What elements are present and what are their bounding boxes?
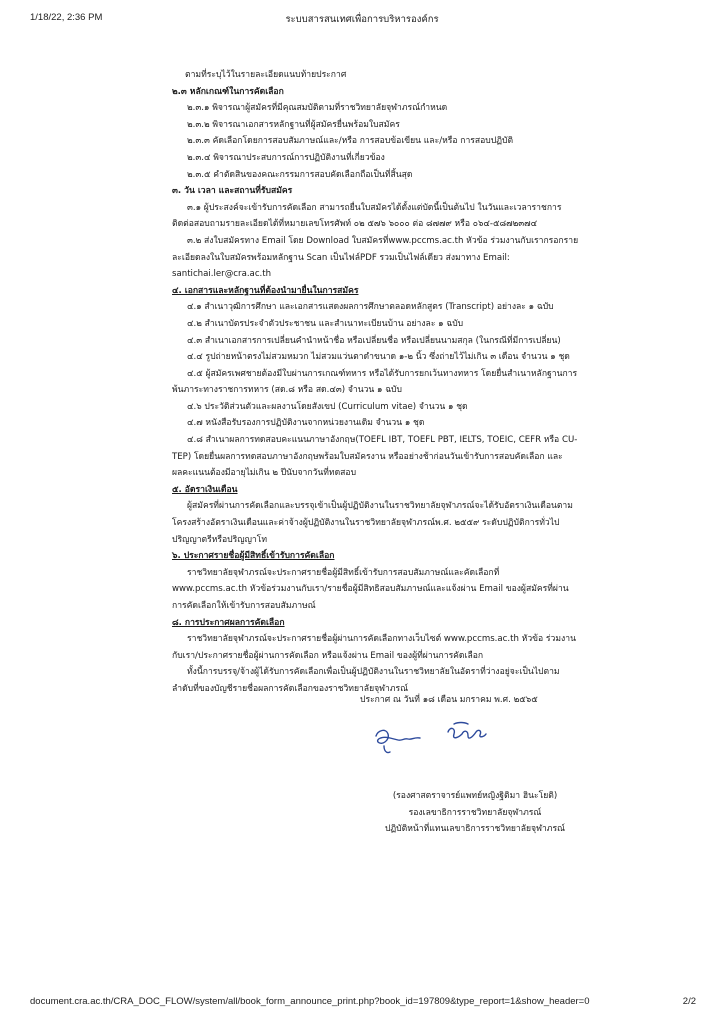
- eligible-list-line-1: ราชวิทยาลัยจุฬาภรณ์จะประกาศรายชื่อผู้มีสิทธิ์เข้ารับการสอบสัมภาษณ์และคัดเลือกที่: [187, 567, 500, 578]
- criteria-item-3: ๒.๓.๓ คัดเลือกโดยการสอบสัมภาษณ์และ/หรือ การสอบข้อเขียน และ/หรือ การสอบปฏิบัติ: [187, 136, 514, 147]
- print-url: document.cra.ac.th/CRA_DOC_FLOW/system/all/book_form_announce_print.php?book_id=197809&type_report=1&show_header=0: [30, 996, 590, 1007]
- document-item-4-5-line-2: พ้นภาระทางราชการทหาร (สด.๘ หรือ สด.๔๓) จำนวน ๑ ฉบับ: [172, 385, 402, 396]
- print-page-number: 2/2: [682, 996, 696, 1007]
- signature-stroke-3: [448, 728, 486, 738]
- signer-details: [330, 788, 620, 838]
- announcement-date: ประกาศ ณ วันที่ ๑๘ เดือน มกราคม พ.ศ. ๒๕๖๕: [360, 695, 538, 705]
- document-item-4-1: ๔.๑ สำเนาวุฒิการศึกษา และเอกสารแสดงผลการศึกษาตลอดหลักสูตร (Transcript) อย่างละ ๑ ฉบับ: [187, 302, 554, 313]
- document-item-4-6: ๔.๖ ประวัติส่วนตัวและผลงานโดยสังเขป (Curriculum vitae) จำนวน ๑ ชุด: [187, 401, 468, 412]
- section-3-heading: ๓. วัน เวลา และสถานที่รับสมัคร: [172, 186, 293, 197]
- salary-line-1: ผู้สมัครที่ผ่านการคัดเลือกและบรรจุเข้าเป็นผู้ปฏิบัติงานในราชวิทยาลัยจุฬาภรณ์จะได้รับอัตราเงินเดือนตาม: [187, 501, 573, 512]
- criteria-item-2: ๒.๓.๒ พิจารณาเอกสารหลักฐานที่ผู้สมัครยื่นพร้อมใบสมัคร: [187, 119, 400, 130]
- section-4-heading: ๔. เอกสารและหลักฐานที่ต้องนำมายื่นในการสมัคร: [172, 285, 359, 296]
- contact-email: santichai.ler@cra.ac.th: [172, 269, 272, 280]
- intro-line: ตามที่ระบุไว้ในรายละเอียดแนบท้ายประกาศ: [185, 70, 347, 80]
- signer-position: รองเลขาธิการราชวิทยาลัยจุฬาภรณ์: [408, 807, 542, 818]
- document-item-4-8-line-2: TEP) โดยยื่นผลการทดสอบภาษาอังกฤษพร้อมใบสมัครงาน หรืออย่างช้าก่อนวันเข้ารับการสอบคัดเลือก และ: [172, 451, 563, 462]
- section-5-heading: ๕. อัตราเงินเดือน: [172, 484, 238, 495]
- print-datetime: 1/18/22, 2:36 PM: [30, 12, 103, 23]
- results-line-2: กับเรา/ประกาศรายชื่อผู้ผ่านการคัดเลือก หรือแจ้งผ่าน Email ของผู้ที่ผ่านการคัดเลือก: [172, 650, 484, 661]
- print-header: [0, 12, 724, 26]
- announcement-body: [172, 67, 604, 698]
- criteria-item-4: ๒.๓.๔ พิจารณาประสบการณ์การปฏิบัติงานที่เกี่ยวข้อง: [187, 152, 385, 163]
- results-line-1: ราชวิทยาลัยจุฬาภรณ์จะประกาศรายชื่อผู้ผ่านการคัดเลือกทางเว็บไซต์ www.pccms.ac.th หัวข้อ ร่วมงาน: [187, 634, 576, 645]
- signer-acting-for: ปฏิบัติหน้าที่แทนเลขาธิการราชวิทยาลัยจุฬาภรณ์: [384, 824, 566, 835]
- document-item-4-2: ๔.๒ สำเนาบัตรประจำตัวประชาชน และสำเนาทะเบียนบ้าน อย่างละ ๑ ฉบับ: [187, 318, 464, 329]
- results-line-3: ทั้งนี้การบรรจุ/จ้างผู้ได้รับการคัดเลือกเพื่อเป็นผู้ปฏิบัติงานในราชวิทยาลัยในอัตราที่ว่างอยู่จะเป็นไปตาม: [187, 667, 560, 678]
- criteria-item-1: ๒.๓.๑ พิจารณาผู้สมัครที่มีคุณสมบัติตามที่ราชวิทยาลัยจุฬาภรณ์กำหนด: [187, 103, 448, 114]
- results-line-4: ลำดับที่ของบัญชีรายชื่อผลการคัดเลือกของราชวิทยาลัยจุฬาภรณ์: [172, 683, 409, 694]
- handwritten-signature: [368, 716, 498, 758]
- section-3-1-line-1: ๓.๑ ผู้ประสงค์จะเข้ารับการคัดเลือก สามารถยื่นใบสมัครได้ตั้งแต่บัดนี้เป็นต้นไป ในวันและเวลาราชการ: [187, 202, 562, 213]
- signature-stroke-2: [384, 746, 390, 753]
- section-3-1-line-2: ติดต่อสอบถามรายละเอียดได้ที่หมายเลขโทรศัพท์ ๐๒ ๕๗๖ ๖๐๐๐ ต่อ ๘๗๗๙ หรือ ๐๖๔-๕๘๗๒๓๗๔: [172, 219, 538, 230]
- document-item-4-7: ๔.๗ หนังสือรับรองการปฏิบัติงานจากหน่วยงานเดิม จำนวน ๑ ชุด: [187, 418, 425, 429]
- section-3-2-line-2: ละเอียดลงในใบสมัครพร้อมหลักฐาน Scan เป็นไฟล์PDF รวมเป็นไฟล์เดียว ส่งมาทาง Email:: [172, 252, 510, 263]
- criteria-item-5: ๒.๓.๕ คำตัดสินของคณะกรรมการสอบคัดเลือกถือเป็นที่สิ้นสุด: [187, 169, 413, 180]
- document-item-4-3: ๔.๓ สำเนาเอกสารการเปลี่ยนคำนำหน้าชื่อ หรือเปลี่ยนชื่อ หรือเปลี่ยนนามสกุล (ในกรณีที่มีการเปลี่ยน): [187, 335, 561, 346]
- section-2-3-heading: ๒.๓ หลักเกณฑ์ในการคัดเลือก: [172, 86, 284, 97]
- section-results-heading: ๘. การประกาศผลการคัดเลือก: [172, 617, 285, 628]
- document-item-4-8-line-1: ๔.๘ สำเนาผลการทดสอบคะแนนภาษาอังกฤษ(TOEFL IBT, TOEFL PBT, IELTS, TOEIC, CEFR หรือ CU-: [187, 435, 578, 446]
- signer-name: (รองศาสตราจารย์แพทย์หญิงฐิติมา ฮินะโยติ): [392, 791, 558, 801]
- signature-stroke-1: [376, 730, 420, 743]
- section-3-2-line-1: ๓.๒ ส่งใบสมัครทาง Email โดย Download ใบสมัครที่www.pccms.ac.th หัวข้อ ร่วมงานกับเรากรอกราย: [187, 235, 579, 246]
- print-system-title: ระบบสารสนเทศเพื่อการบริหารองค์กร: [285, 14, 439, 25]
- eligible-list-line-3: การคัดเลือกให้เข้ารับการสอบสัมภาษณ์: [172, 601, 316, 611]
- eligible-list-line-2: www.pccms.ac.th หัวข้อร่วมงานกับเรา/รายชื่อผู้มีสิทธิสอบสัมภาษณ์และแจ้งผ่าน Email ของผู้สมัครที่ผ่าน: [172, 584, 569, 595]
- salary-line-2: โครงสร้างอัตราเงินเดือนและค่าจ้างผู้ปฏิบัติงานในราชวิทยาลัยจุฬาภรณ์พ.ศ. ๒๕๕๙ ระดับปฏิบัติการทั่วไป: [172, 518, 560, 529]
- signature-stroke-4: [454, 723, 468, 725]
- document-item-4-8-line-3: ผลคะแนนต้องมีอายุไม่เกิน ๒ ปีนับจากวันที่ทดสอบ: [172, 468, 357, 479]
- document-item-4-5-line-1: ๔.๕ ผู้สมัครเพศชายต้องมีใบผ่านการเกณฑ์ทหาร หรือได้รับการยกเว้นทางทหาร โดยยื่นสำเนาหลักฐานการ: [187, 368, 578, 379]
- section-6-heading: ๖. ประกาศรายชื่อผู้มีสิทธิ์เข้ารับการคัดเลือก: [172, 551, 335, 562]
- print-footer: [0, 996, 724, 1010]
- salary-line-3: ปริญญาตรีหรือปริญญาโท: [172, 534, 268, 545]
- document-item-4-4: ๔.๔ รูปถ่ายหน้าตรงไม่สวมหมวก ไม่สวมแว่นตาดำขนาด ๑-๒ นิ้ว ซึ่งถ่ายไว้ไม่เกิน ๓ เดือน จำนวน ๑ ชุด: [187, 352, 570, 363]
